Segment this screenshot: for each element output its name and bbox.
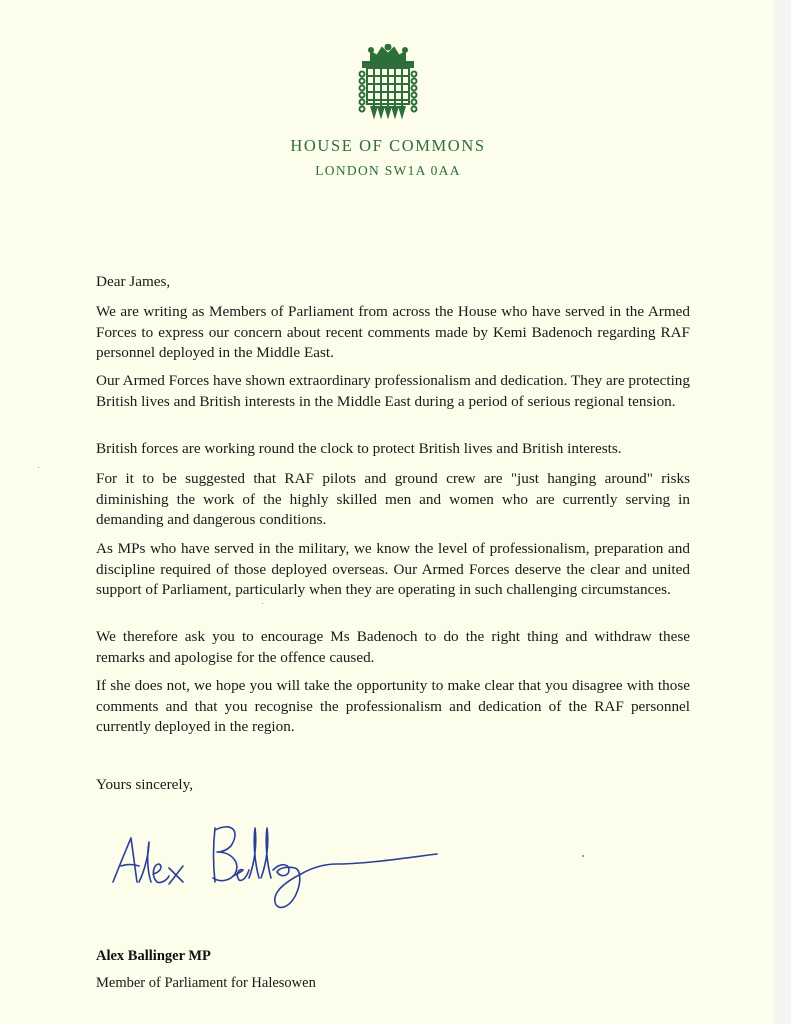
paper-speck — [582, 855, 584, 857]
paragraph: We therefore ask you to encourage Ms Badenoch to do the right thing and withdraw these remarks and apologise for the offence caused. — [96, 628, 690, 666]
paper-speck — [262, 603, 263, 604]
closing: Yours sincerely, — [96, 776, 194, 793]
letterhead-title: HOUSE OF COMMONS — [290, 136, 486, 155]
paragraph: If she does not, we hope you will take the opportunity to make clear that you disagree with those comments and that you recognise the professionalism and dedication of the RAF personnel currently deployed in the region. — [96, 677, 690, 735]
letterhead-address: LONDON SW1A 0AA — [315, 163, 461, 178]
paragraph: Our Armed Forces have shown extraordinary professionalism and dedication. They are protecting British lives and British interests in the Middle East during a period of serious regional tension. — [96, 372, 690, 410]
signatory-name: Alex Ballinger MP — [96, 948, 211, 964]
paragraph: For it to be suggested that RAF pilots and ground crew are "just hanging around" risks diminishing the work of the highly skilled men and women who are currently serving in demanding and dangerous conditions. — [96, 470, 690, 528]
paragraph: British forces are working round the clock to protect British lives and British interests. — [96, 440, 622, 457]
handwritten-signature — [105, 812, 445, 922]
paper-speck — [38, 467, 39, 468]
scan-border — [774, 0, 791, 1024]
paragraph: We are writing as Members of Parliament from across the House who have served in the Armed Forces to express our concern about recent comments made by Kemi Badenoch regarding RAF personnel deployed in the Middle East. — [96, 303, 690, 361]
portcullis-icon — [357, 44, 419, 120]
paragraph: As MPs who have served in the military, we know the level of professionalism, preparation and discipline required of those deployed overseas. Our Armed Forces deserve the clear and united support of Parliament, particularly when they are operating in such challenging circumstances. — [96, 540, 690, 598]
signatory-title: Member of Parliament for Halesowen — [96, 975, 316, 991]
salutation: Dear James, — [96, 273, 171, 290]
